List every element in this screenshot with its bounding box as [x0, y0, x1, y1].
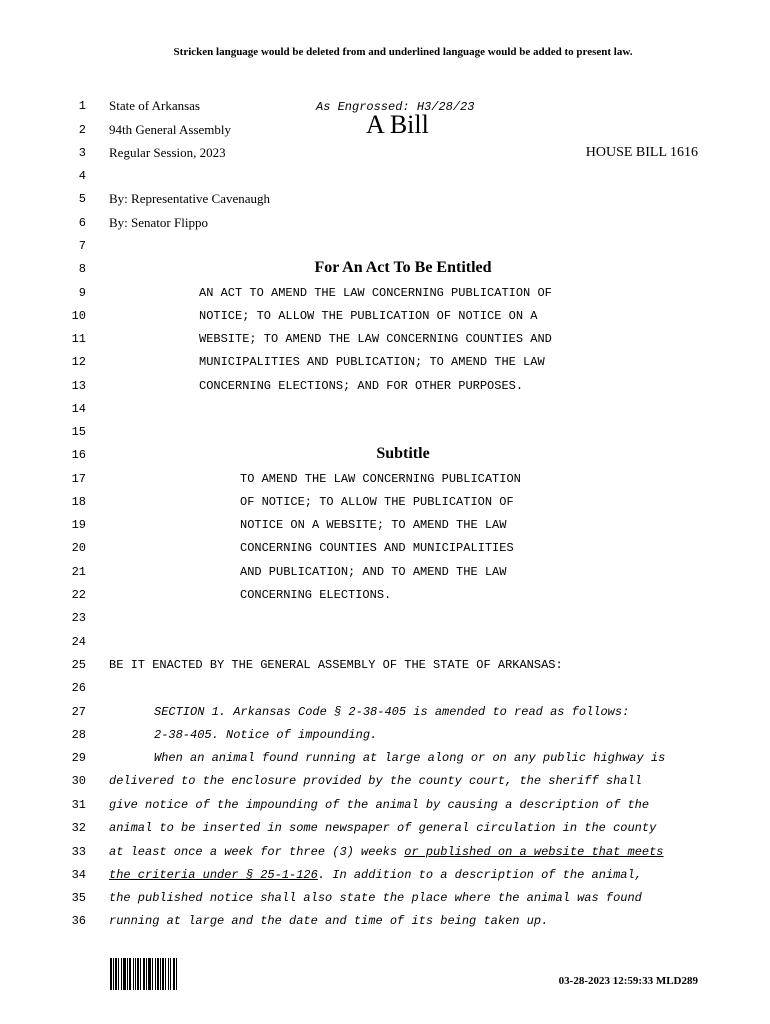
line-number: 35	[71, 891, 86, 905]
act-title-line: CONCERNING ELECTIONS; AND FOR OTHER PURPOSES.	[199, 379, 524, 393]
line-number: 8	[78, 262, 86, 276]
line-number: 3	[78, 146, 86, 160]
section-text-line	[109, 868, 642, 882]
line-number: 21	[71, 565, 86, 579]
line-number: 14	[71, 402, 86, 416]
subtitle-line: AND PUBLICATION; AND TO AMEND THE LAW	[240, 565, 507, 579]
line-number: 30	[71, 774, 86, 788]
line-number: 17	[71, 472, 86, 486]
act-heading: For An Act To Be Entitled	[314, 259, 492, 276]
subtitle-line: CONCERNING COUNTIES AND MUNICIPALITIES	[240, 541, 514, 555]
act-title-line: NOTICE; TO ALLOW THE PUBLICATION OF NOTICE ON A	[199, 309, 538, 323]
line-number: 26	[71, 681, 86, 695]
line-number: 6	[78, 216, 86, 230]
state-name: State of Arkansas	[109, 98, 200, 113]
act-title-line: WEBSITE; TO AMEND THE LAW CONCERNING COUNTIES AND	[199, 332, 552, 346]
line-number: 27	[71, 705, 86, 719]
section-1-intro: SECTION 1. Arkansas Code § 2-38-405 is amended to read as follows:	[154, 705, 630, 719]
subtitle-heading: Subtitle	[376, 445, 430, 462]
line-number: 11	[71, 332, 86, 346]
act-title-line: MUNICIPALITIES AND PUBLICATION; TO AMEND THE LAW	[199, 355, 545, 369]
line-number: 32	[71, 821, 86, 835]
line-number: 34	[71, 868, 86, 882]
section-text-line: animal to be inserted in some newspaper of general circulation in the county	[109, 821, 657, 835]
section-text-line: running at large and the date and time of its being taken up.	[109, 914, 549, 928]
line-number: 9	[78, 286, 86, 300]
section-text-line: delivered to the enclosure provided by the county court, the sheriff shall	[109, 774, 642, 788]
subtitle-line: NOTICE ON A WEBSITE; TO AMEND THE LAW	[240, 518, 507, 532]
section-text-line	[109, 845, 664, 859]
subtitle-line: CONCERNING ELECTIONS.	[240, 588, 392, 602]
line-number: 4	[78, 169, 86, 183]
session: Regular Session, 2023	[109, 145, 226, 160]
line-number: 29	[71, 751, 86, 765]
section-text-line: give notice of the impounding of the animal by causing a description of the	[109, 798, 650, 812]
plain-text: at least once a week for three (3) weeks	[109, 845, 405, 859]
line-number: 33	[71, 845, 86, 859]
line-number: 12	[71, 355, 86, 369]
line-number: 19	[71, 518, 86, 532]
underlined-addition: or published on a website that meets	[404, 845, 664, 859]
header-notice: Stricken language would be deleted from and underlined language would be added to present law.	[173, 46, 633, 58]
line-number: 25	[71, 658, 86, 672]
plain-text: . In addition to a description of the animal,	[317, 868, 642, 882]
bill-number: HOUSE BILL 1616	[585, 145, 698, 160]
line-number: 10	[71, 309, 86, 323]
line-number: 15	[71, 425, 86, 439]
act-title-line: AN ACT TO AMEND THE LAW CONCERNING PUBLICATION OF	[199, 286, 552, 300]
line-number: 31	[71, 798, 86, 812]
underlined-addition: the criteria under § 25-1-126	[109, 868, 318, 882]
line-number: 2	[78, 123, 86, 137]
barcode-icon	[110, 958, 206, 990]
bill-title: A Bill	[366, 110, 429, 139]
line-number: 28	[71, 728, 86, 742]
section-text-line: the published notice shall also state the place where the animal was found	[109, 891, 642, 905]
line-number: 36	[71, 914, 86, 928]
line-number: 22	[71, 588, 86, 602]
line-number: 18	[71, 495, 86, 509]
section-heading: 2-38-405. Notice of impounding.	[154, 728, 378, 742]
line-number: 24	[71, 635, 86, 649]
line-number: 20	[71, 541, 86, 555]
line-number: 5	[78, 192, 86, 206]
sponsor-house: By: Representative Cavenaugh	[109, 191, 271, 206]
sponsor-senate: By: Senator Flippo	[109, 215, 208, 230]
general-assembly: 94th General Assembly	[109, 122, 232, 137]
enacting-clause: BE IT ENACTED BY THE GENERAL ASSEMBLY OF THE STATE OF ARKANSAS:	[109, 658, 563, 672]
line-number: 16	[71, 448, 86, 462]
line-number: 7	[78, 239, 86, 253]
document-id: 03-28-2023 12:59:33 MLD289	[558, 975, 698, 987]
subtitle-line: TO AMEND THE LAW CONCERNING PUBLICATION	[240, 472, 521, 486]
line-number: 13	[71, 379, 86, 393]
engrossed-stamp: As Engrossed: H3/28/23	[316, 100, 475, 114]
line-number: 23	[71, 611, 86, 625]
line-number: 1	[78, 99, 86, 113]
subtitle-line: OF NOTICE; TO ALLOW THE PUBLICATION OF	[240, 495, 514, 509]
section-text-line: When an animal found running at large along or on any public highway is	[154, 751, 666, 765]
